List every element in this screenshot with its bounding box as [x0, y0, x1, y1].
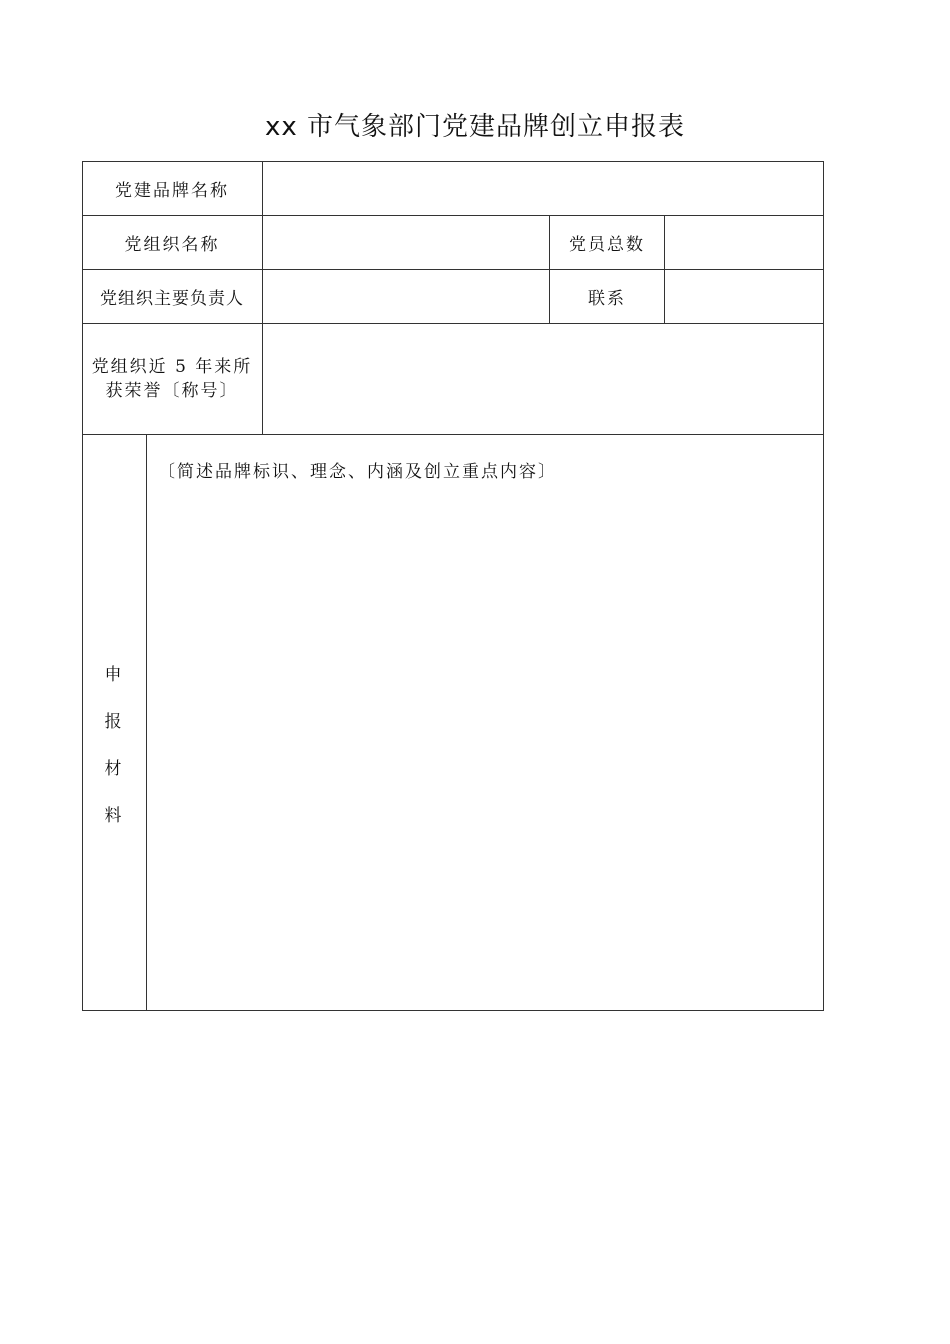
contact-field[interactable]: [665, 269, 824, 323]
brand-name-field[interactable]: [263, 161, 824, 215]
member-count-field[interactable]: [665, 215, 824, 269]
contact-label: 联系: [588, 288, 626, 309]
member-count-label: 党员总数: [569, 234, 645, 255]
brand-name-label: 党建品牌名称: [115, 180, 229, 201]
application-form-table: [82, 161, 824, 1011]
materials-label-char: 料: [104, 806, 124, 826]
leader-label: 党组织主要负责人: [100, 288, 244, 309]
honors-label-line2: 获荣誉〔称号〕: [105, 380, 239, 401]
org-name-field[interactable]: [263, 215, 549, 269]
materials-label-char: 申: [104, 665, 124, 685]
org-name-label: 党组织名称: [124, 234, 220, 255]
materials-field[interactable]: [147, 435, 824, 1011]
materials-label-char: 材: [104, 759, 124, 779]
page-title: xx 市气象部门党建品牌创立申报表: [264, 112, 686, 142]
materials-label: [82, 435, 146, 1011]
honors-label-line1: 党组织近 5 年来所: [91, 356, 253, 377]
honors-label: [82, 323, 262, 434]
leader-field[interactable]: [263, 269, 549, 323]
materials-label-char: 报: [104, 712, 124, 732]
materials-hint: 〔简述品牌标识、理念、内涵及创立重点内容〕: [158, 462, 557, 482]
honors-field[interactable]: [263, 323, 824, 434]
